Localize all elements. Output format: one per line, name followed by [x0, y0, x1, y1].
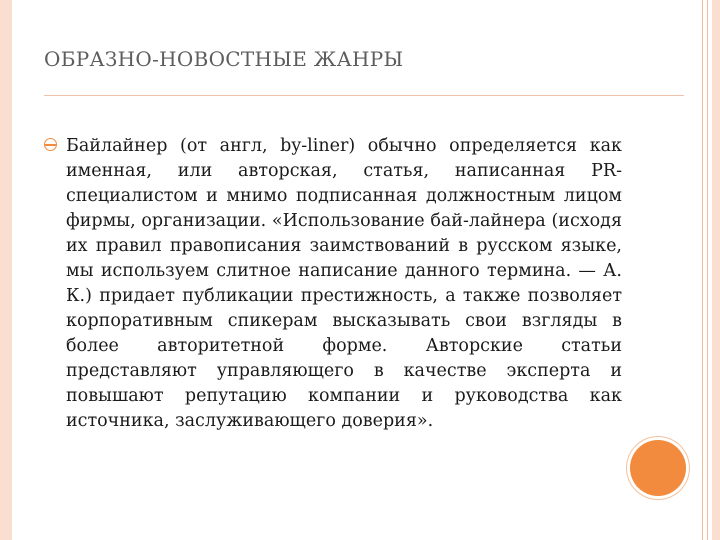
body-text: Байлайнер (от англ, by-liner) обычно определяется как именная, или авторская, статья, написанная PR-специалистом и мнимо подписанная должностным лицом фирмы, организации. «Использование бай-лайнера (исходя их правил правописания заимствований в русском языке, мы используем слитное написание данного термина. — А. К.) придает публикации престижность, а также позволяет корпоративным спикерам высказывать свои взгляды в более авторитетной форме. Авторские статьи представляют управляющего в качестве эксперта и повышают репутацию компании и руководства как источника, заслуживающего доверия».: [66, 136, 622, 431]
edge-line: [702, 0, 703, 540]
title-divider: [44, 95, 684, 96]
circle-bullet-icon: [44, 138, 57, 151]
slide: [12, 0, 712, 540]
edge-line: [707, 0, 708, 540]
slide-title: ОБРАЗНО-НОВОСТНЫЕ ЖАНРЫ: [44, 47, 404, 71]
decorative-circle-icon: [630, 440, 686, 496]
